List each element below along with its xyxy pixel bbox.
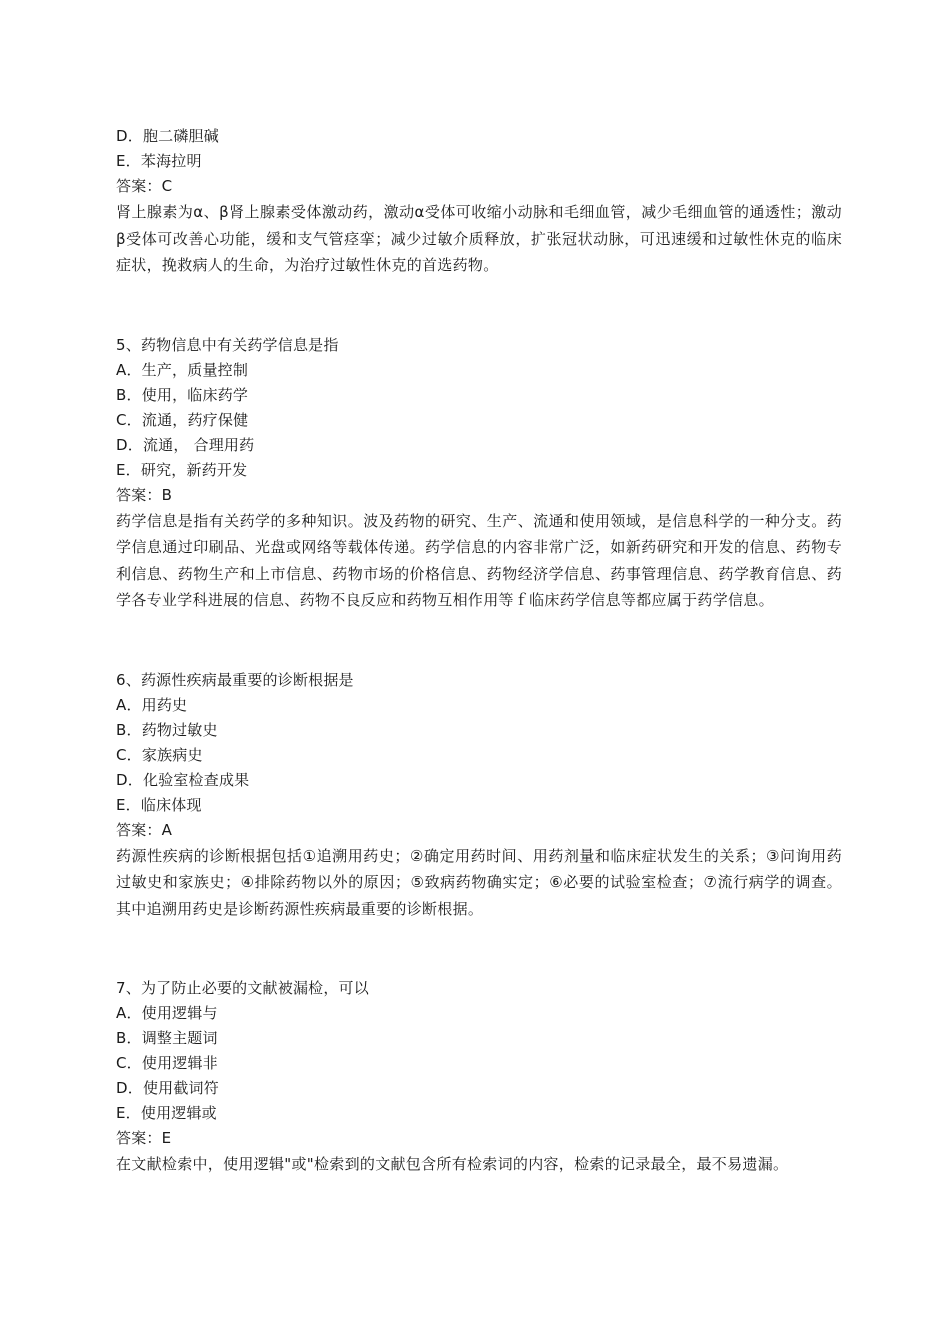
explanation: 药学信息是指有关药学的多种知识。波及药物的研究、生产、流通和使用领域，是信息科学的一种分支。药学信息通过印刷品、光盘或网络等载体传递。药学信息的内容非常广泛，如新药研究和开发的信息、药物专利信息、药物生产和上市信息、药物市场的价格信息、药物经济学信息、药事管理信息、药学教育信息、药学各专业学科进展的信息、药物不良反应和药物互相作用等ｆ临床药学信息等都应属于药学信息。 — [116, 511, 842, 609]
answer: 答案：C — [116, 177, 173, 195]
answer: 答案：E — [116, 1129, 172, 1147]
explanation: 在文献检索中，使用逻辑"或"检索到的文献包含所有检索词的内容，检索的记录最全，最不易遗漏。 — [116, 1155, 789, 1173]
option-e: E．苯海拉明 — [116, 152, 202, 170]
option-e: E．使用逻辑或 — [116, 1104, 217, 1122]
option-d: D．使用截词符 — [116, 1079, 219, 1097]
option-e: E．临床体现 — [116, 795, 202, 814]
option-d: D．流通， 合理用药 — [116, 435, 255, 454]
question-7 — [116, 976, 842, 1178]
option-c: C．流通，药疗保健 — [116, 410, 249, 429]
option-d: D．化验室检查成果 — [116, 770, 250, 789]
explanation: 肾上腺素为α、β肾上腺素受体激动药，激动α受体可收缩小动脉和毛细血管，减少毛细血管的通透性；激动β受体可改善心功能，缓和支气管痉挛；减少过敏介质释放，扩张冠状动脉，可迅速缓和过敏性休克的临床症状，挽救病人的生命，为治疗过敏性休克的首选药物。 — [116, 203, 842, 274]
option-c: C．家族病史 — [116, 745, 203, 764]
answer: 答案：B — [116, 485, 173, 504]
question-5 — [116, 333, 842, 614]
option-c: C．使用逻辑非 — [116, 1054, 218, 1072]
option-b: B．使用，临床药学 — [116, 385, 249, 404]
question-title: 6、药源性疾病最重要的诊断根据是 — [116, 670, 354, 689]
question-title: 7、为了防止必要的文献被漏检，可以 — [116, 979, 369, 997]
question-fragment — [116, 124, 842, 279]
question-6 — [116, 668, 842, 923]
option-d: D．胞二磷胆碱 — [116, 127, 219, 145]
option-b: B．调整主题词 — [116, 1029, 218, 1047]
option-a: A．使用逻辑与 — [116, 1004, 218, 1022]
answer: 答案：A — [116, 820, 173, 839]
option-a: A．用药史 — [116, 695, 188, 714]
document-page — [116, 124, 842, 1178]
option-b: B．药物过敏史 — [116, 720, 218, 739]
option-a: A．生产，质量控制 — [116, 360, 249, 379]
question-title: 5、药物信息中有关药学信息是指 — [116, 335, 339, 354]
explanation: 药源性疾病的诊断根据包括①追溯用药史；②确定用药时间、用药剂量和临床症状发生的关系；③问询用药过敏史和家族史；④排除药物以外的原因；⑤致病药物确实定；⑥必要的试验室检查；⑦流行病学的调查。其中追溯用药史是诊断药源性疾病最重要的诊断根据。 — [116, 846, 842, 918]
option-e: E．研究，新药开发 — [116, 460, 248, 479]
